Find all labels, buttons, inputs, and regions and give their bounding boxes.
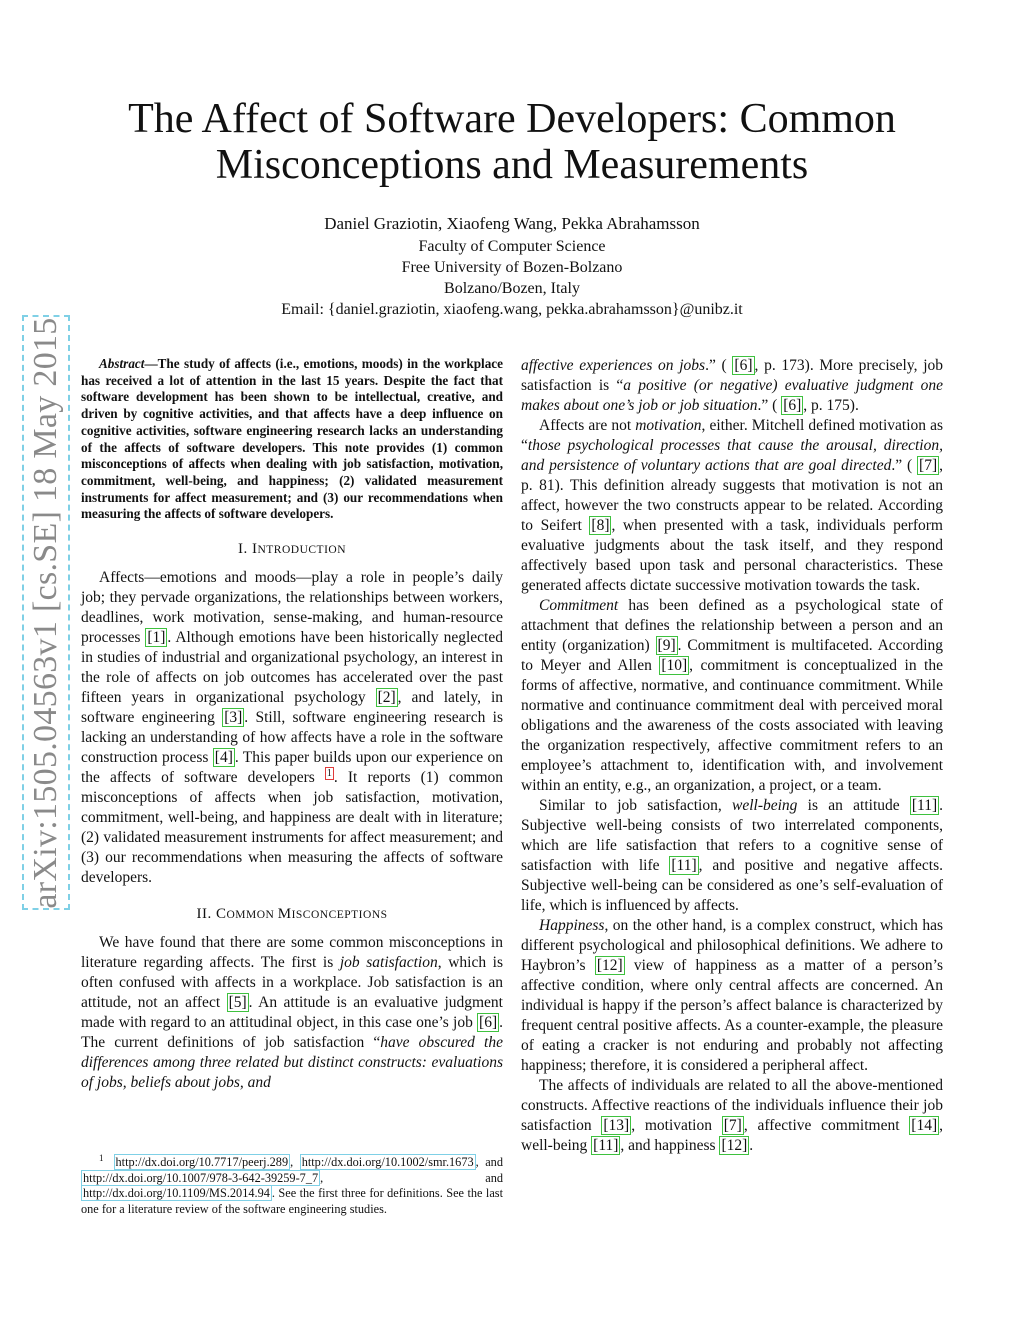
author-block (200, 213, 824, 320)
citation-link[interactable]: [5] (228, 994, 247, 1012)
author-location: Bolzano/Bozen, Italy (444, 280, 580, 297)
citation-link[interactable]: [3] (224, 709, 243, 727)
arxiv-id: arXiv:1505.04563v1 [cs.SE] 18 May 2015 (27, 316, 64, 909)
section-heading-misconceptions: II. COMMON MISCONCEPTIONS (196, 906, 388, 923)
paper-title: The Affect of Software Developers: Common Misconceptions and Measurements (128, 96, 896, 188)
footnote: $^1$ http://dx.doi.org/10.7717/peerj.289 , http://dx.doi.org/10.1002/smr.1673 , and http://dx.doi.org/10.1007/978-3-642-39259-7_7 , and http://dx.doi.org/10.1109/MS.2014.94 . See the first three for definitions. See the last one for a literature review of the software engineering studies. (81, 1152, 503, 1216)
citation-link[interactable]: [8] (591, 517, 610, 534)
citation-link[interactable]: [6] (479, 1014, 498, 1032)
citation-link[interactable]: [13] (603, 1117, 630, 1134)
author-email: Email: {daniel.graziotin, xiaofeng.wang, pekka.abrahamsson}@unibz.it (281, 301, 743, 318)
citation-link[interactable]: [12] (721, 1137, 748, 1154)
citation-link[interactable]: [9] (657, 637, 676, 654)
commitment-paragraph: Commitment has been defined as a psychological state of attachment that defines the relationship between a person and an entity (organization) [9] . Commitment is multifaceted. According to Meyer and Allen [10] , commitment is conceptualized in the forms of affective, normative, and continuance commitment. While normative and continuance commitment deal with perceived moral obligations and the awareness of the costs associated with leaving the organization respectively, affective commitment refers to an employee’s attachment to, identification with, and involvement within an entity, e.g., an organization, a project, or a team. (521, 597, 943, 794)
citation-link[interactable]: [6] (783, 397, 802, 414)
abstract-text: —The study of affects (i.e., emotions, moods) in the workplace has received a lot of attention in the last 15 years. Despite the fact that software development has been shown to be intellectual, creative, and driven by cognitive activities, and that affects have a deep influence on cognitive activities, software engineering research lacks an understanding of the affects of software developers. This note provides (1) common misconceptions of affects when dealing with job satisfaction, motivation, commitment, well-being, and happiness; (2) validated measurement instruments for affect measurement; and (3) our recommendations when measuring the affects of software developers. (81, 356, 503, 522)
arxiv-stamp[interactable] (22, 315, 70, 910)
citation-link[interactable]: [7] (723, 1117, 742, 1134)
footnote-marker-link[interactable]: 1 (326, 767, 332, 779)
citation-link[interactable]: [1] (147, 629, 166, 647)
footnote-doi-link[interactable]: http://dx.doi.org/10.1109/MS.2014.94 (83, 1186, 270, 1200)
author-faculty: Faculty of Computer Science (418, 238, 606, 255)
well-being-paragraph: Similar to job satisfaction, well-being is an attitude [11] . Subjective well-being consists of two interrelated components, which are life satisfaction that refers to a cognitive sense of satisfaction with life [11] , and positive and negative affects. Subjective well-being can be considered as one’s self-evaluation of life, which is influenced by affects. (521, 797, 944, 914)
left-column (81, 356, 503, 1093)
happiness-paragraph: Happiness, on the other hand, is a complex construct, which has different psychological and philosophical definitions. We adhere to Haybron’s [12] view of happiness as a matter of a person’s affective condition, where only central affects are concerned. An individual is happy if the person’s affect balance is characterized by frequent central positive affects. As a counter-example, the pleasure of eating a cracker is not enduring and probably not affecting happiness; therefore, it is considered a peripheral affect. (521, 917, 943, 1074)
abstract (81, 356, 503, 523)
footnote-doi-link[interactable]: http://dx.doi.org/10.1007/978-3-642-39259-7_7 (83, 1170, 319, 1185)
author-names: Daniel Graziotin, Xiaofeng Wang, Pekka Abrahamsson (324, 214, 700, 233)
introduction-paragraph: Affects—emotions and moods—play a role in people’s daily job; they pervade organizations, the relationships between workers, deadlines, work motivation, sense-making, and human-resource processes [1] . Although emotions have been historically neglected in studies of industrial and organizational psychology, an interest in the role of affects on job outcomes has accelerated over the past fifteen years in organizational psychology [2] , and lately, in software engineering [3] . Still, software engineering research is lacking an understanding of how affects have a role in the software construction process [4] . This paper builds upon our experience on the affects of software developers $^1$ . It reports (1) common misconceptions of affects when job satisfaction, motivation, commitment, well-being, and happiness are dealt with in literature; (2) validated measurement instruments for affect measurement; and (3) our recommendations when measuring the affects of software developers. (81, 569, 504, 887)
citation-link[interactable]: [2] (377, 689, 396, 707)
motivation-paragraph: Affects are not motivation, either. Mitchell defined motivation as “those psychological processes that cause the arousal, direction, and persistence of voluntary actions that are goal directed.” ( [7] , p. 81). This definition already suggests that motivation is not an affect, however the two constructs appear to be related. According to Seifert [8] , when presented with a task, individuals perform evaluative judgments about the task itself, and they respond affectively based upon task and personal characteristics. These generated affects dictate successive motivation towards the task. (521, 417, 943, 594)
affects-relation-paragraph: The affects of individuals are related to all the above-mentioned constructs. Affective reactions of the individuals influence their job satisfaction [13] , motivation [7] , affective commitment [14] , well-being [11] , and happiness [12] . (521, 1077, 943, 1154)
citation-link[interactable]: [11] (593, 1137, 619, 1154)
citation-link[interactable]: [7] (919, 457, 938, 474)
job-satisfaction-continued: affective experiences on jobs.” ( [6] , p. 173). More precisely, job satisfaction is “a positive (or negative) evaluative judgment one makes about one’s job or job situation.” ( [6] , p. 175). (521, 357, 943, 414)
misconceptions-paragraph: We have found that there are some common misconceptions in literature regarding affects. The first is job satisfaction, which is often confused with affects in a workplace. Job satisfaction is an attitude, not an affect [5] . An attitude is an evaluative judgment made with regard to an attitudinal object, in this case one’s job [6] . The current definitions of job satisfaction “have obscured the differences among three related but distinct constructs: evaluations of jobs, beliefs about jobs, and (81, 934, 503, 1092)
citation-link[interactable]: [6] (734, 357, 753, 374)
section-heading-introduction: I. INTRODUCTION (237, 541, 347, 558)
citation-link[interactable]: [14] (911, 1117, 938, 1134)
footnote-doi-link[interactable]: http://dx.doi.org/10.7717/peerj.289 (115, 1155, 289, 1169)
abstract-label: Abstract (99, 356, 145, 371)
citation-link[interactable]: [11] (911, 797, 938, 814)
right-column (521, 356, 943, 1156)
author-university: Free University of Bozen-Bolzano (401, 259, 623, 276)
footnote-doi-link[interactable]: http://dx.doi.org/10.1002/smr.1673 (301, 1155, 474, 1169)
footnote-number: 1 (99, 1152, 104, 1163)
citation-link[interactable]: [11] (671, 857, 697, 874)
citation-link[interactable]: [4] (214, 749, 233, 767)
citation-link[interactable]: [12] (596, 957, 623, 974)
citation-link[interactable]: [10] (661, 657, 688, 674)
